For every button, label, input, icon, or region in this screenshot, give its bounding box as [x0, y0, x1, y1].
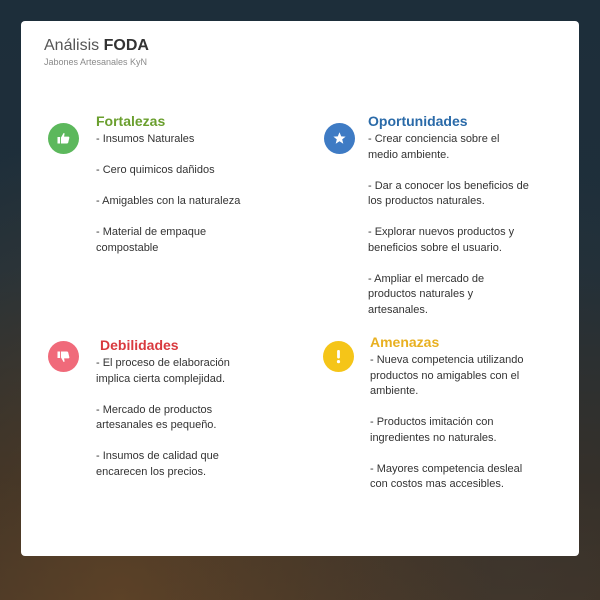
list-item: - Mercado de productos artesanales es pequeño. — [96, 403, 217, 431]
list-item: - Insumos Naturales — [96, 133, 195, 145]
list-item: - Insumos de calidad que encarecen los precios. — [96, 450, 219, 478]
list-item: - Ampliar el mercado de productos naturales y artesanales. — [368, 272, 485, 316]
list-item: - Explorar nuevos productos y beneficios sobre el usuario. — [368, 226, 515, 254]
thumbs-up-icon — [48, 123, 79, 154]
title-bold: FODA — [103, 37, 149, 54]
list-item: - Amigables con la naturaleza — [96, 195, 241, 207]
page-title — [44, 37, 149, 55]
list-item: - Productos imitación con ingredientes no naturales. — [370, 416, 497, 444]
amenazas-list — [370, 353, 535, 493]
oportunidades-list — [368, 132, 530, 318]
list-item: - Material de empaque compostable — [96, 226, 207, 254]
list-item: - El proceso de elaboración implica cierta complejidad. — [96, 357, 230, 385]
fortalezas-list — [96, 132, 246, 256]
fortalezas-title: Fortalezas — [96, 113, 166, 129]
debilidades-list — [96, 356, 246, 480]
thumbs-down-icon — [48, 341, 79, 372]
star-icon — [324, 123, 355, 154]
list-item: - Mayores competencia desleal con costos mas accesibles. — [370, 462, 523, 490]
list-item: - Cero quimicos dañidos — [96, 164, 215, 176]
foda-card — [21, 21, 579, 556]
title-prefix: Análisis — [44, 37, 100, 54]
list-item: - Crear conciencia sobre el medio ambiente. — [368, 133, 500, 161]
oportunidades-title: Oportunidades — [368, 113, 468, 129]
exclamation-icon — [323, 341, 354, 372]
amenazas-title: Amenazas — [370, 334, 440, 350]
debilidades-title: Debilidades — [100, 337, 179, 353]
list-item: - Dar a conocer los beneficios de los productos naturales. — [368, 179, 529, 207]
list-item: - Nueva competencia utilizando productos no amigables con el ambiente. — [370, 354, 524, 397]
page-subtitle: Jabones Artesanales KyN — [44, 57, 148, 67]
